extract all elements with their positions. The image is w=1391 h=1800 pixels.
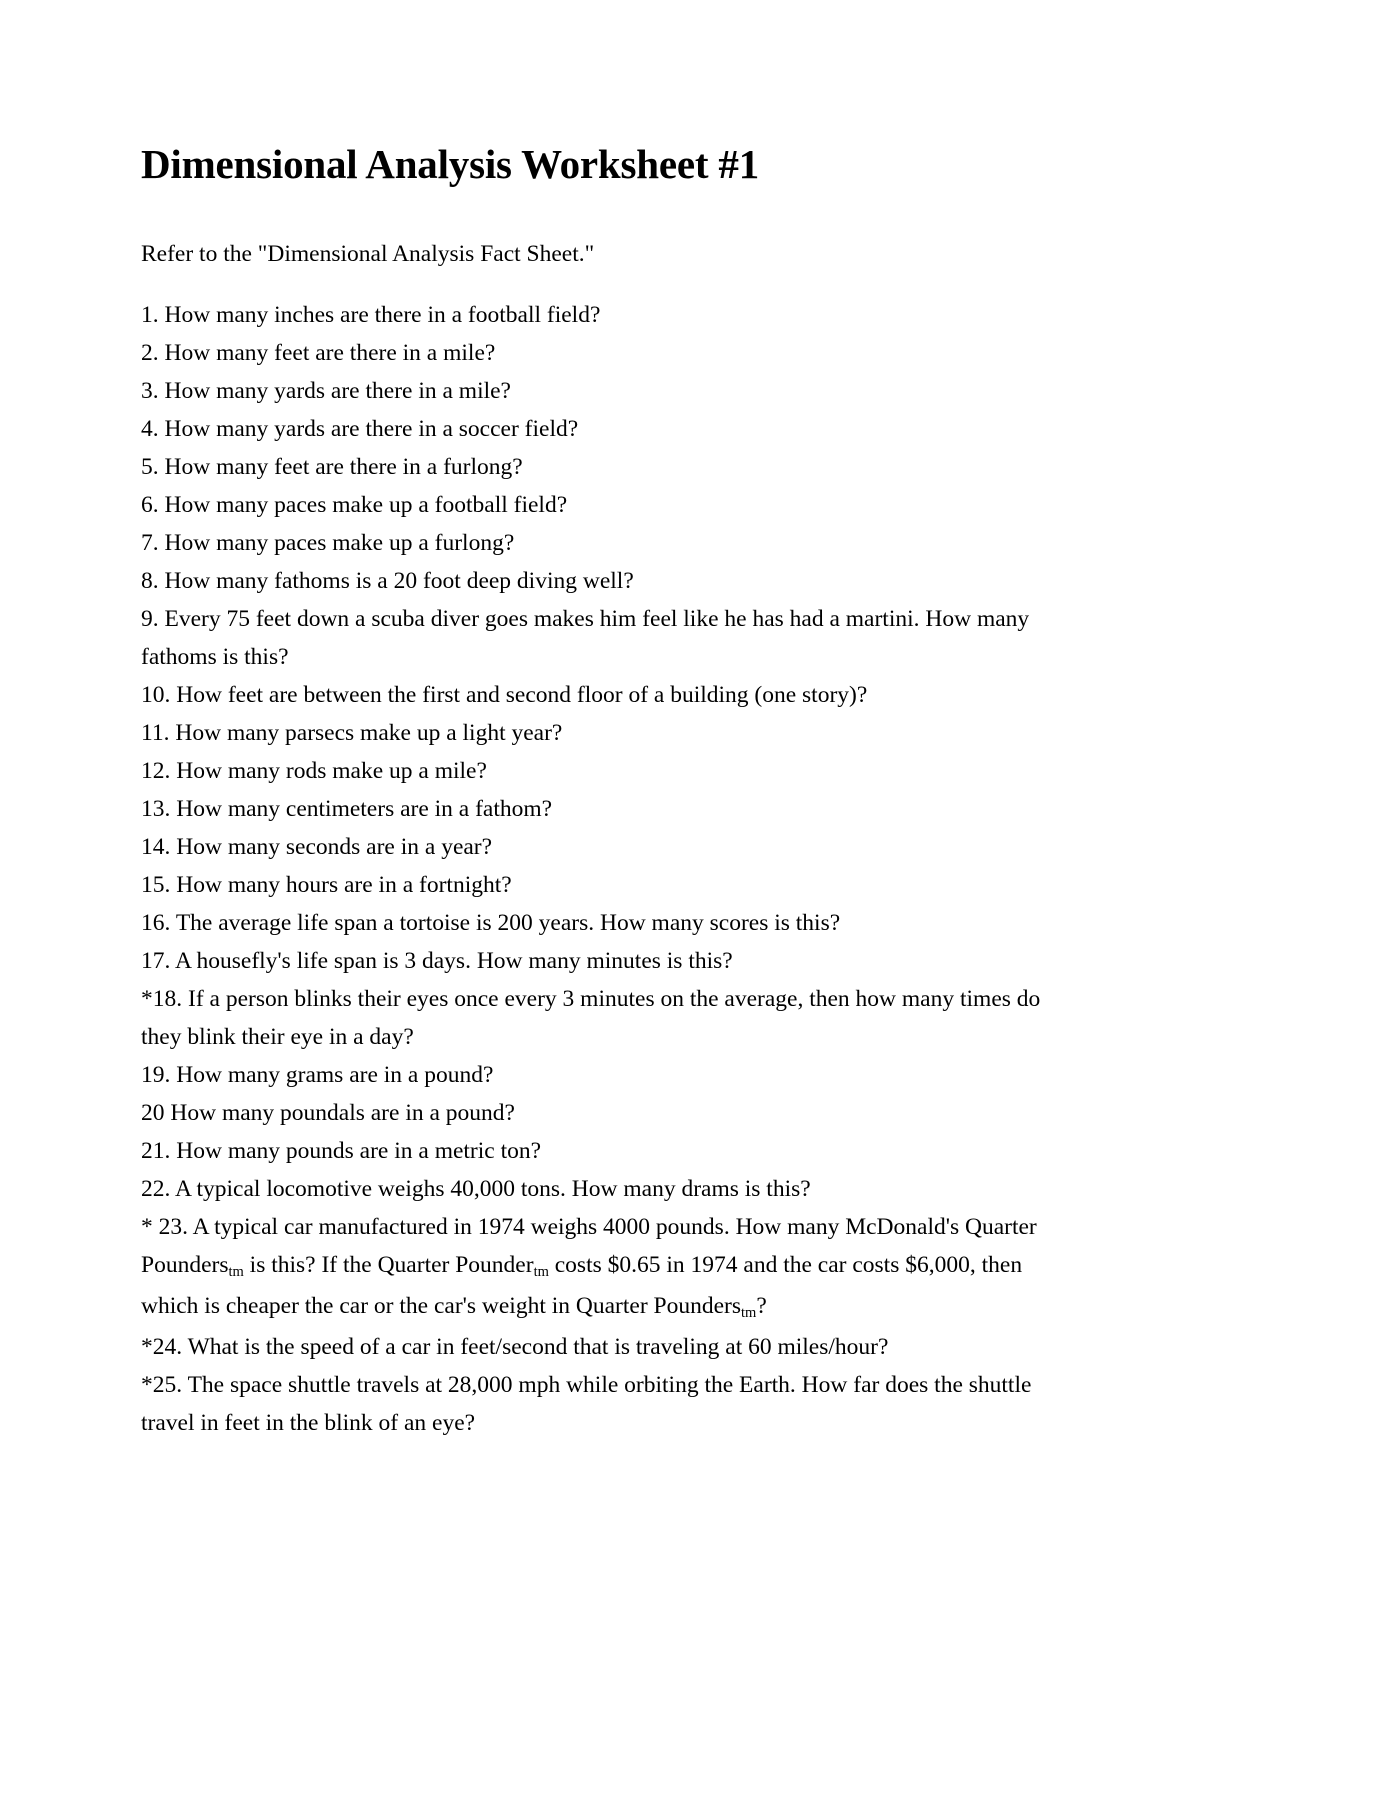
question-item: 13. How many centimeters are in a fathom? [141,795,553,822]
question-item: 20 How many poundals are in a pound? [141,1099,515,1126]
question-item: 1. How many inches are there in a football field? [141,301,601,328]
page-title: Dimensional Analysis Worksheet #1 [141,141,759,187]
question-item: 12. How many rods make up a mile? [141,757,487,784]
question-item: 3. How many yards are there in a mile? [141,377,511,404]
question-item: 21. How many pounds are in a metric ton? [141,1137,542,1164]
question-item: 14. How many seconds are in a year? [141,833,493,860]
trademark-subscript: tm [741,1304,757,1321]
document-body [141,0,1241,1442]
question-item: 17. A housefly's life span is 3 days. How many minutes is this? [141,947,733,974]
question-item: * 23. A typical car manufactured in 1974 weighs 4000 pounds. How many McDonald's Quarter Pounders$_{tm}$ is this? If the Quarter Pounder$_{tm}$ costs $0.65 in 1974 and the car costs $6,000, then which is cheaper the car or the car's weight in Quarter Pounders$_{tm}$? [141,1213,1037,1321]
question-item: *24. What is the speed of a car in feet/second that is traveling at 60 miles/hour? [141,1333,889,1360]
question-item: 16. The average life span a tortoise is 200 years. How many scores is this? [141,909,841,936]
trademark-subscript: tm [533,1263,549,1280]
question-item: 22. A typical locomotive weighs 40,000 tons. How many drams is this? [141,1175,811,1202]
question-item: 4. How many yards are there in a soccer field? [141,415,579,442]
question-item: 6. How many paces make up a football field? [141,491,568,518]
question-list [141,267,1241,1442]
question-item: 10. How feet are between the first and second floor of a building (one story)? [141,681,868,708]
question-item: 19. How many grams are in a pound? [141,1061,494,1088]
question-item: 8. How many fathoms is a 20 foot deep diving well? [141,567,634,594]
question-item: 9. Every 75 feet down a scuba diver goes makes him feel like he has had a martini. How many fathoms is this? [141,605,1030,670]
question-item: 2. How many feet are there in a mile? [141,339,496,366]
question-item: *18. If a person blinks their eyes once every 3 minutes on the average, then how many times do they blink their eye in a day? [141,985,1041,1050]
question-item: 11. How many parsecs make up a light year? [141,719,563,746]
question-item: 7. How many paces make up a furlong? [141,529,515,556]
question-item: 15. How many hours are in a fortnight? [141,871,512,898]
question-item: 5. How many feet are there in a furlong? [141,453,523,480]
trademark-subscript: tm [228,1263,244,1280]
question-item: *25. The space shuttle travels at 28,000 mph while orbiting the Earth. How far does the shuttle travel in feet in the blink of an eye? [141,1371,1032,1436]
intro-instruction: Refer to the "Dimensional Analysis Fact Sheet." [141,241,595,268]
